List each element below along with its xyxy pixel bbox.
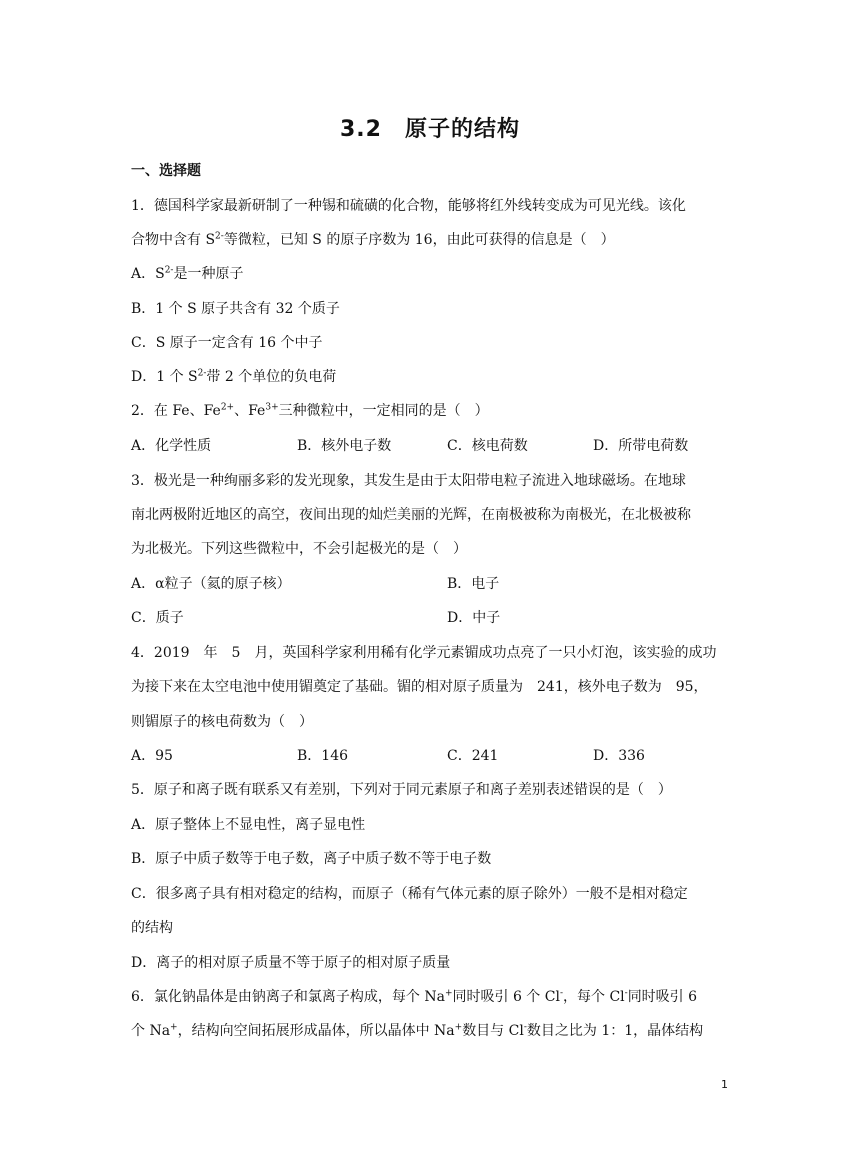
q3-stem-line3: 为北极光。下列这些微粒中，不会引起极光的是（ ） <box>131 541 467 557</box>
q1-option-d <box>131 366 336 386</box>
q3-option-c: C．质子 <box>131 610 184 626</box>
q6-line1-charge-2: - <box>559 988 563 999</box>
q4-option-b: B．146 <box>297 748 349 764</box>
q1-option-a-text-a: A．S <box>131 266 165 282</box>
q6-line2-charge-1: + <box>170 1022 178 1033</box>
page-title: 3.2 原子的结构 <box>340 117 520 142</box>
q5-option-a: A．原子整体上不显电性，离子显电性 <box>131 817 366 833</box>
q3-stem-line2: 南北两极附近地区的高空，夜间出现的灿烂美丽的光辉，在南极被称为南极光，在北极被称 <box>131 507 691 523</box>
q1-option-a-charge: 2- <box>164 265 174 276</box>
q2-stem-text-a: 2．在 Fe、Fe <box>131 403 221 419</box>
q3-option-a: A．α粒子（氦的原子核） <box>131 576 291 592</box>
q2-stem-charge-2: 3+ <box>265 402 279 413</box>
q2-stem-charge-1: 2+ <box>220 402 235 413</box>
q3-option-d: D．中子 <box>447 610 501 626</box>
q6-line2-text-a: 个 Na <box>131 1023 171 1039</box>
q5-option-d: D．离子的相对原子质量不等于原子的相对原子质量 <box>131 955 451 971</box>
q6-line2-text-d: 数目之比为 1：1，晶体结构 <box>526 1023 704 1039</box>
q4-stem-line2: 为接下来在太空电池中使用镅奠定了基础。镅的相对原子质量为 241，核外电子数为 95， <box>131 679 708 695</box>
q4-option-a: A．95 <box>131 748 173 764</box>
q5-stem: 5．原子和离子既有联系又有差别，下列对于同元素原子和离子差别表述错误的是（ ） <box>131 782 672 798</box>
q6-line1-text-a: 6．氯化钠晶体是由钠离子和氯离子构成，每个 Na <box>131 989 445 1005</box>
q1-option-d-text-a: D．1 个 S <box>131 369 198 385</box>
q1-option-b: B．1 个 S 原子共含有 32 个质子 <box>131 301 340 317</box>
q1-stem-line1: 1．德国科学家最新研制了一种锡和硫磺的化合物，能够将红外线转变成为可见光线。该化 <box>131 198 686 214</box>
q6-line1-charge-3: - <box>624 988 628 999</box>
q2-stem-text-c: 三种微粒中，一定相同的是（ ） <box>278 403 489 419</box>
q4-option-c: C．241 <box>447 748 499 764</box>
q5-option-c-line1: C．很多离子具有相对稳定的结构，而原子（稀有气体元素的原子除外）一般不是相对稳定 <box>131 886 688 902</box>
q1-option-d-charge: 2- <box>197 368 207 379</box>
q2-stem <box>131 400 489 420</box>
q4-stem-line1: 4．2019 年 5 月，英国科学家利用稀有化学元素镅成功点亮了一只小灯泡，该实验的成功 <box>131 645 717 661</box>
q2-stem-text-b: 、Fe <box>234 403 266 419</box>
q6-line1-charge-1: + <box>444 988 453 999</box>
q3-stem-line1: 3．极光是一种绚丽多彩的发光现象，其发生是由于太阳带电粒子流进入地球磁场。在地球 <box>131 473 686 489</box>
q1-option-c: C．S 原子一定含有 16 个中子 <box>131 335 323 351</box>
q6-line2-text-b: ，结构向空间拓展形成晶体，所以晶体中 Na <box>177 1023 455 1039</box>
q6-line1-text-c: ，每个 Cl <box>563 989 625 1005</box>
q6-line1-text-d: 同时吸引 6 <box>627 989 698 1005</box>
q4-option-d: D．336 <box>593 748 645 764</box>
q1-stem-text-b: 等微粒，已知 S 的原子序数为 16，由此可获得的信息是（ ） <box>223 232 615 248</box>
q1-stem-line2 <box>131 229 615 249</box>
q1-stem-text-a: 合物中含有 S <box>131 232 216 248</box>
q2-option-c: C．核电荷数 <box>447 438 528 454</box>
section-heading: 一、选择题 <box>131 163 201 179</box>
q6-line2-charge-2: + <box>454 1022 463 1033</box>
q1-stem-charge: 2- <box>215 231 224 242</box>
q1-option-a <box>131 263 243 283</box>
q2-option-b: B．核外电子数 <box>297 438 392 454</box>
q5-option-b: B．原子中质子数等于电子数，离子中质子数不等于电子数 <box>131 851 492 867</box>
q3-option-b: B．电子 <box>447 576 500 592</box>
q1-option-d-text-b: 带 2 个单位的负电荷 <box>206 369 337 385</box>
q2-option-a: A．化学性质 <box>131 438 212 454</box>
q5-option-c-line2: 的结构 <box>131 920 173 936</box>
q2-option-d: D．所带电荷数 <box>593 438 689 454</box>
page-number: 1 <box>721 1078 728 1091</box>
q6-stem-line2 <box>131 1020 703 1040</box>
q6-stem-line1 <box>131 986 697 1006</box>
q1-option-a-text-b: 是一种原子 <box>173 266 244 282</box>
q6-line2-charge-3: - <box>523 1022 527 1033</box>
q4-stem-line3: 则镅原子的核电荷数为（ ） <box>131 714 313 730</box>
q6-line2-text-c: 数目与 Cl <box>462 1023 524 1039</box>
q6-line1-text-b: 同时吸引 6 个 Cl <box>452 989 560 1005</box>
